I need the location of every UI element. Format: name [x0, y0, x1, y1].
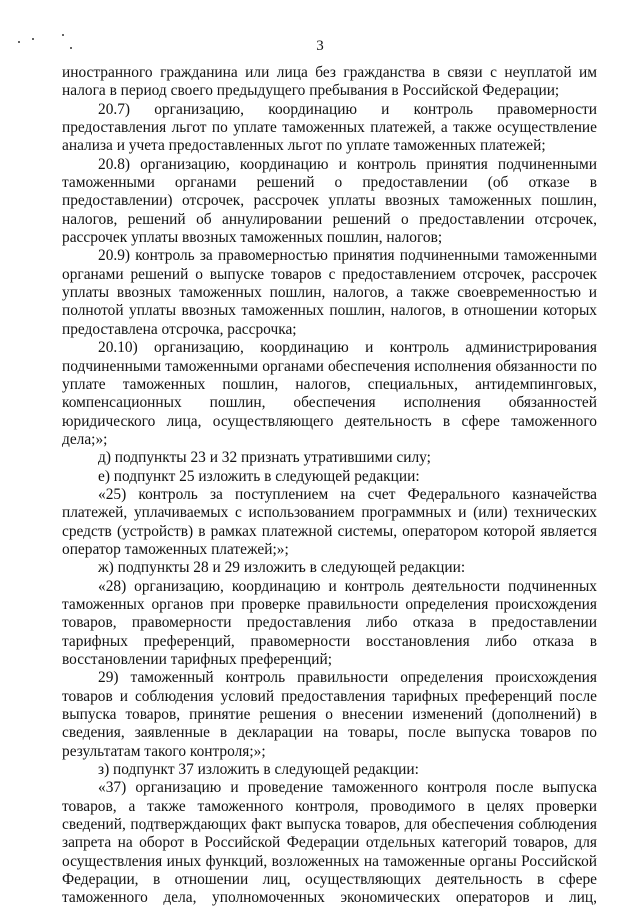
paragraph-item-20-9: 20.9) контроль за правомерностью принятия подчиненными таможенными органами решений о выпуске товаров с предоставлением отсрочек, рассрочек уплаты ввозных таможенных пошлин, налогов, а также своевременностью и полнотой уплаты ввозных таможенных пошлин, налогов, в отношении которых предоставлена отсрочка, рассрочка;: [62, 247, 597, 338]
paragraph-subitem-z: з) подпункт 37 изложить в следующей редакции:: [98, 761, 419, 779]
paragraph-item-29: 29) таможенный контроль правильности определения происхождения товаров и соблюдения условий предоставления тарифных преференций после выпуска товаров, принятие решения о внесении изменений (дополнений) в сведения, заявленные в декларации на товары, после выпуска товаров по результатам такого контроля;»;: [62, 669, 597, 760]
paragraph-item-25: «25) контроль за поступлением на счет Федерального казначейства платежей, уплачиваемых с использованием программных и (или) технических средств (устройств) в рамках платежной системы, оператором которой является оператор таможенных платежей;»;: [62, 485, 597, 558]
scan-speck: [62, 34, 64, 36]
paragraph-item-20-7: 20.7) организацию, координацию и контроль правомерности предоставления льгот по уплате таможенных платежей, а также осуществление анализа и учета предоставленных льгот по уплате таможенных платежей;: [62, 100, 597, 155]
paragraph-item-20-10: 20.10) организацию, координацию и контроль администрирования подчиненными таможенными органами обеспечения исполнения обязанности по уплате таможенных пошлин, налогов, специальных, антидемпинговых, компенсационных пошлин, обеспечения исполнения обязанностей юридического лица, осуществляющего деятельность в сфере таможенного дела;»;: [62, 339, 597, 448]
paragraph-item-28: «28) организацию, координацию и контроль деятельности подчиненных таможенных органов при проверке правильности определения происхождения товаров, правомерности предоставления либо отказа в предоставлении тарифных преференций, правомерности восстановления либо отказа в восстановлении тарифных преференций;: [62, 577, 597, 668]
paragraph-subitem-d: д) подпункты 23 и 32 признать утратившими силу;: [98, 449, 431, 467]
paragraph-subitem-e: е) подпункт 25 изложить в следующей редакции:: [98, 467, 420, 485]
paragraph-continuation: иностранного гражданина или лица без гражданства в связи с неуплатой им налога в период своего предыдущего пребывания в Российской Федерации;: [62, 64, 597, 100]
paragraph-item-37: «37) организацию и проведение таможенного контроля после выпуска товаров, а также таможенного контроля, проводимого в целях проверки сведений, подтверждающих факт выпуска товаров, для обеспечения соблюдения запрета на оборот в Российской Федерации отдельных категорий товаров, для осуществления иных функций, возложенных на таможенные органы Российской Федерации, в отношении лиц, осуществляющих деятельность в сфере таможенного дела, уполномоченных экономических операторов и лиц,: [62, 779, 597, 907]
document-body: [62, 64, 597, 908]
page-number: 3: [316, 38, 324, 54]
paragraph-item-20-8: 20.8) организацию, координацию и контроль принятия подчиненными таможенными органами решений о предоставлении (об отказе в предоставлении) отсрочек, рассрочек уплаты ввозных таможенных пошлин, налогов, решений об аннулировании решений о предоставлении отсрочек, рассрочек уплаты ввозных таможенных пошлин, налогов;: [62, 155, 597, 247]
paragraph-subitem-zh: ж) подпункты 28 и 29 изложить в следующей редакции:: [98, 559, 466, 577]
